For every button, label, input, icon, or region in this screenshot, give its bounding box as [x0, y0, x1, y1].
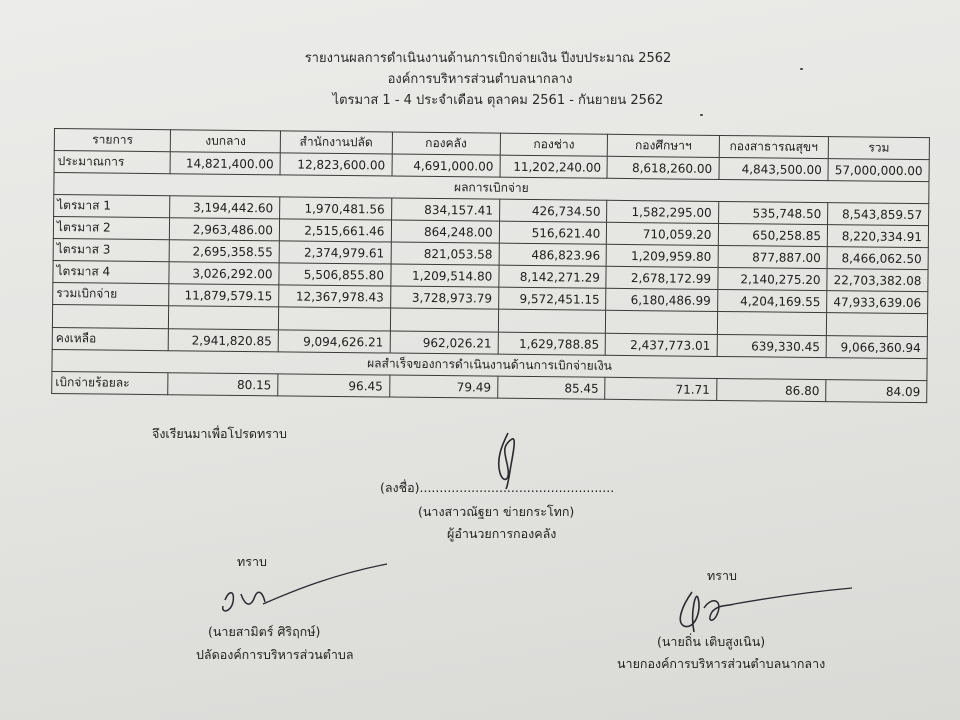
table-cell: 486,823.96: [499, 243, 607, 266]
table-cell: 864,248.00: [391, 220, 499, 243]
table-cell: [498, 309, 606, 333]
paper-speck: [700, 114, 703, 116]
table-cell: 47,933,639.06: [827, 291, 928, 314]
signer-position-finance: ผู้อำนวยการกองคลัง: [447, 526, 557, 541]
table-cell: 8,220,334.91: [827, 225, 928, 248]
row-label: ไตรมาส 3: [53, 238, 170, 261]
table-cell: 96.45: [278, 374, 390, 397]
table-cell: 6,180,486.99: [606, 288, 717, 311]
row-label: ประมาณการ: [54, 151, 171, 174]
table-cell: 2,515,661.46: [279, 219, 391, 242]
table-cell: [827, 313, 928, 337]
table-cell: 1,629,788.85: [498, 332, 606, 355]
table-cell: 12,367,978.43: [279, 285, 391, 308]
table-cell: 80.15: [168, 373, 278, 396]
table-cell: 650,258.85: [718, 223, 828, 246]
table-cell: 834,157.41: [391, 198, 499, 221]
col-header-chief-office: สำนักงานปลัด: [280, 131, 392, 154]
table-cell: 9,572,451.15: [498, 287, 606, 310]
table-cell: 14,821,400.00: [170, 152, 280, 175]
closing-text: จึงเรียนมาเพื่อโปรดทราบ: [152, 426, 287, 441]
row-label: เบิกจ่ายร้อยละ: [52, 371, 169, 394]
col-header-central-budget: งบกลาง: [171, 130, 281, 153]
table-cell: 1,582,295.00: [607, 200, 718, 223]
table-cell: [169, 306, 279, 330]
table-cell: 535,748.50: [718, 201, 828, 224]
section-title: ผลการเบิกจ่าย: [54, 173, 929, 204]
table-cell: 2,695,358.55: [170, 240, 280, 263]
table-cell: 9,094,626.21: [278, 330, 390, 353]
report-header: [0, 48, 960, 111]
table-cell: 962,026.21: [390, 331, 498, 354]
col-header-total: รวม: [828, 137, 929, 160]
table-cell: 11,202,240.00: [500, 155, 608, 178]
row-label: ไตรมาส 2: [53, 217, 170, 240]
table-cell: 9,066,360.94: [826, 336, 927, 359]
table-cell: 71.71: [605, 377, 716, 400]
signer-name-chief: (นายสามิตร์ ศิริฤกษ์): [208, 624, 321, 639]
col-header-item: รายการ: [54, 129, 171, 152]
table-cell: 11,879,579.15: [169, 284, 279, 307]
table-cell: 86.80: [716, 378, 826, 401]
table-cell: 85.45: [497, 376, 605, 399]
table-cell: 710,059.20: [607, 222, 718, 245]
table-cell: 426,734.50: [499, 199, 607, 222]
table-cell: 3,194,442.60: [170, 196, 280, 219]
table-cell: 3,026,292.00: [169, 262, 279, 285]
disbursement-table: [51, 128, 930, 403]
table-cell: 8,543,859.57: [828, 203, 929, 226]
table-cell: 1,209,514.80: [390, 264, 498, 287]
acknowledge-label-right: ทราบ: [707, 568, 737, 583]
table-cell: 8,618,260.00: [607, 156, 718, 179]
table-cell: [606, 310, 717, 334]
col-header-education: กองศึกษาฯ: [608, 134, 719, 157]
row-label: รวมเบิกจ่าย: [53, 282, 170, 305]
col-header-finance: กองคลัง: [392, 132, 500, 155]
signer-position-chief: ปลัดองค์การบริหารส่วนตำบล: [196, 647, 354, 662]
table-cell: 2,140,275.20: [717, 267, 827, 290]
col-header-engineering: กองช่าง: [500, 133, 608, 156]
row-label: คงเหลือ: [52, 327, 169, 350]
table-cell: 1,970,481.56: [280, 197, 392, 220]
table-cell: 2,963,486.00: [170, 218, 280, 241]
report-title: รายงานผลการดำเนินงานด้านการเบิกจ่ายเงิน ปีงบประมาณ 2562: [304, 51, 672, 66]
table-cell: [717, 311, 827, 335]
row-label: ไตรมาส 4: [53, 260, 170, 283]
signature-line: (ลงชื่อ).................................................: [380, 480, 615, 495]
acknowledge-label-left: ทราบ: [237, 554, 267, 569]
table-cell: 4,204,169.55: [717, 289, 827, 312]
table-cell: 2,437,773.01: [606, 333, 717, 356]
table-cell: 2,678,172.99: [606, 266, 717, 289]
table-cell: 8,466,062.50: [827, 247, 928, 270]
table-cell: 57,000,000.00: [828, 159, 929, 182]
table-cell: 3,728,973.79: [390, 286, 498, 309]
table-cell: 8,142,271.29: [499, 265, 607, 288]
table-cell: [278, 307, 390, 331]
table-cell: 84.09: [826, 380, 927, 403]
table-cell: 2,374,979.61: [279, 241, 391, 264]
table-cell: 79.49: [389, 375, 497, 398]
table-cell: 4,843,500.00: [719, 157, 829, 180]
table-cell: 1,209,959.80: [607, 244, 718, 267]
col-header-public-health: กองสาธารณสุขฯ: [719, 135, 829, 158]
section-title: ผลสำเร็จของการดำเนินงานด้านการเบิกจ่ายเงิน: [52, 349, 927, 380]
signer-position-mayor: นายกองค์การบริหารส่วนตำบลนากลาง: [617, 656, 826, 671]
organization-name: องค์การบริหารส่วนตำบลนากลาง: [387, 72, 573, 87]
table-cell: 877,887.00: [718, 245, 828, 268]
table-cell: [52, 304, 169, 328]
table-cell: 5,506,855.80: [279, 263, 391, 286]
table-cell: 639,330.45: [717, 334, 827, 357]
table-cell: 4,691,000.00: [392, 154, 500, 177]
report-period: ไตรมาส 1 - 4 ประจำเดือน ตุลาคม 2561 - กันยายน 2562: [332, 93, 664, 108]
signer-name-mayor: (นายถิ่น เติบสูงเนิน): [657, 634, 766, 649]
table-cell: [390, 308, 499, 332]
signature-chief-administrator: [215, 560, 395, 620]
signer-name-finance: (นางสาวณัฐยา ข่ายกระโทก): [418, 504, 575, 519]
table-cell: 2,941,820.85: [169, 329, 279, 352]
table-cell: 516,621.40: [499, 221, 607, 244]
table-cell: 821,053.58: [391, 242, 499, 265]
table-cell: 12,823,600.00: [280, 153, 392, 176]
paper-speck: [800, 68, 803, 70]
table-cell: 22,703,382.08: [827, 269, 928, 292]
row-label: ไตรมาส 1: [54, 195, 171, 218]
